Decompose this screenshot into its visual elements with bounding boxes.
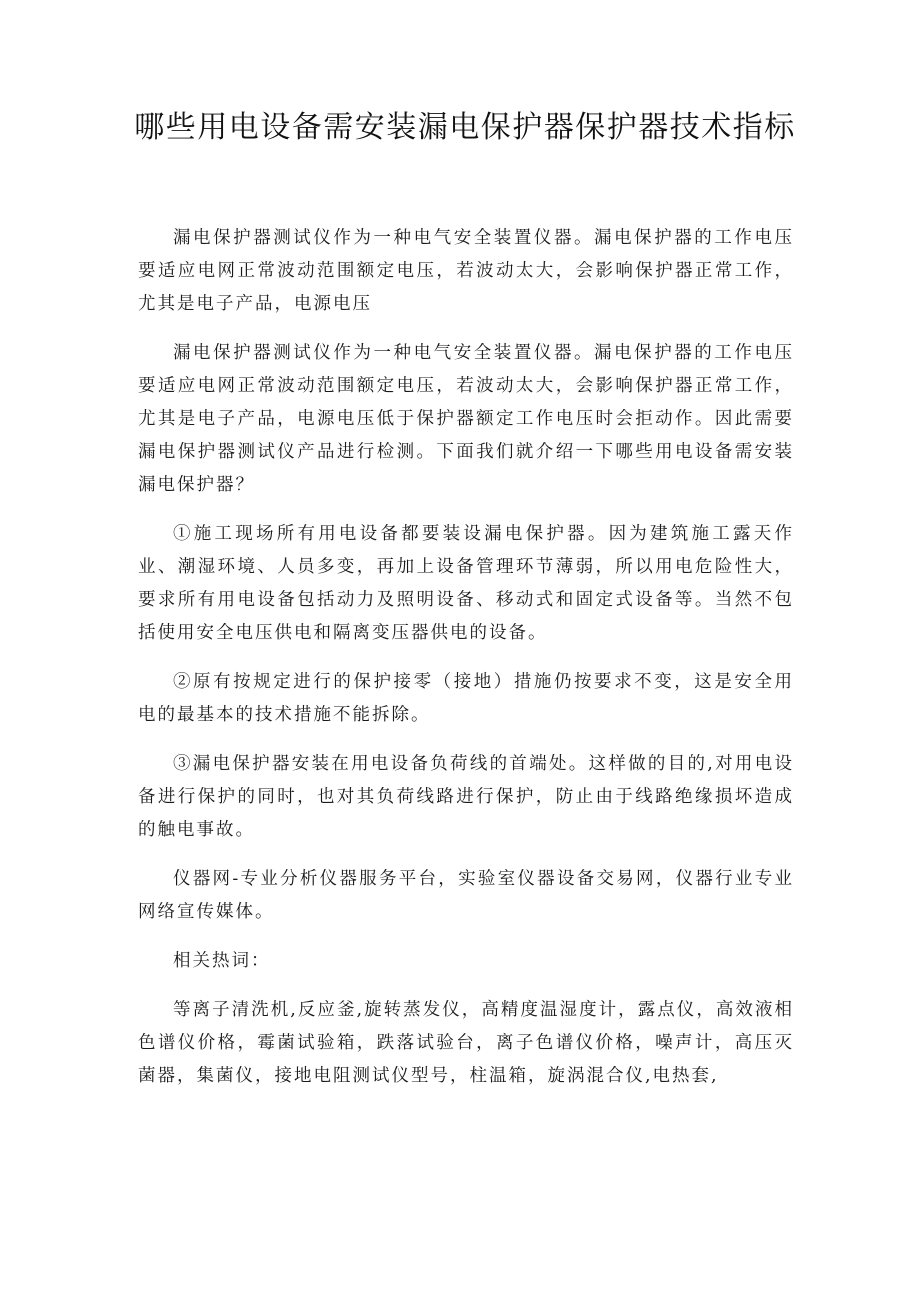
paragraph-intro-full: 漏电保护器测试仪作为一种电气安全装置仪器。漏电保护器的工作电压要适应电网正常波动范围额定电压，若波动太大，会影响保护器正常工作，尤其是电子产品，电源电压低于保护器额定工作电压时会拒动作。因此需要漏电保护器测试仪产品进行检测。下面我们就介绍一下哪些用电设备需安装漏电保护器？ bbox=[138, 343, 794, 495]
paragraph-keywords-label: 相关热词： bbox=[173, 951, 271, 971]
paragraph-keywords: 等离子清洗机,反应釜,旋转蒸发仪，高精度温湿度计，露点仪，高效液相色谱仪价格，霉菌试验箱，跌落试验台，离子色谱仪价格，噪声计，高压灭菌器，集菌仪，接地电阻测试仪型号，柱温箱，旋涡混合仪,电热套, bbox=[138, 1000, 794, 1086]
paragraph-point-3: ③漏电保护器安装在用电设备负荷线的首端处。这样做的目的,对用电设备进行保护的同时，也对其负荷线路进行保护，防止由于线路绝缘损坏造成的触电事故。 bbox=[138, 754, 794, 840]
document-title: 哪些用电设备需安装漏电保护器保护器技术指标 bbox=[134, 110, 796, 145]
document-body bbox=[138, 222, 794, 1109]
paragraph-point-1: ①施工现场所有用电设备都要装设漏电保护器。因为建筑施工露天作业、潮湿环境、人员多变，再加上设备管理环节薄弱，所以用电危险性大，要求所有用电设备包括动力及照明设备、移动式和固定式设备等。当然不包括使用安全电压供电和隔离变压器供电的设备。 bbox=[138, 524, 794, 643]
paragraph-intro: 漏电保护器测试仪作为一种电气安全装置仪器。漏电保护器的工作电压要适应电网正常波动范围额定电压，若波动太大，会影响保护器正常工作，尤其是电子产品，电源电压 bbox=[138, 228, 794, 314]
paragraph-site-intro: 仪器网-专业分析仪器服务平台，实验室仪器设备交易网，仪器行业专业网络宣传媒体。 bbox=[138, 869, 794, 922]
paragraph-point-2: ②原有按规定进行的保护接零（接地）措施仍按要求不变，这是安全用电的最基本的技术措施不能拆除。 bbox=[138, 672, 794, 725]
